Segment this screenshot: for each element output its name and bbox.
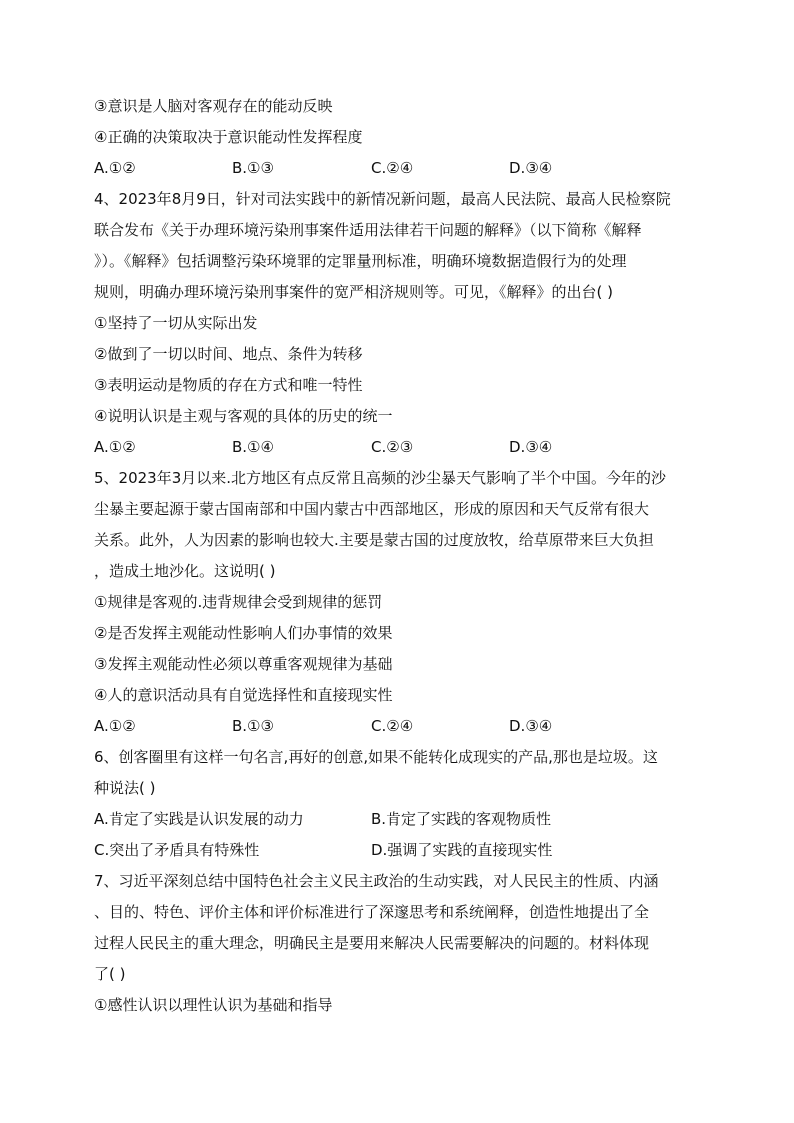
q3-option-c: C.②④ <box>371 159 414 177</box>
q6-option-b: B.肯定了实践的客观物质性 <box>371 810 552 828</box>
q4-statement-1: ①坚持了一切从实际出发 <box>94 314 258 332</box>
q4-statement-2: ②做到了一切以时间、地点、条件为转移 <box>94 345 363 363</box>
q5-statement-3: ③发挥主观能动性必须以尊重客观规律为基础 <box>94 655 393 673</box>
q5-statement-2: ②是否发挥主观能动性影响人们办事情的效果 <box>94 624 393 642</box>
q3-statement-4: ④正确的决策取决于意识能动性发挥程度 <box>94 128 363 146</box>
q3-statement-3: ③意识是人脑对客观存在的能动反映 <box>94 97 333 115</box>
q7-stem-line-4: 了( ) <box>94 965 126 983</box>
q3-option-b: B.①③ <box>232 159 274 177</box>
q4-option-b: B.①④ <box>232 438 274 456</box>
q4-stem-line-2: 联合发布《关于办理环境污染刑事案件适用法律若干问题的解释》（以下简称《解释 <box>94 221 642 239</box>
q6-stem-line-2: 种说法( ) <box>94 779 156 797</box>
q6-option-d: D.强调了实践的直接现实性 <box>371 841 553 859</box>
q5-option-d: D.③④ <box>509 717 553 735</box>
q4-stem-line-3: 》）。《解释》包括调整污染环境罪的定罪量刑标准，明确环境数据造假行为的处理 <box>94 252 627 270</box>
q5-option-c: C.②④ <box>371 717 414 735</box>
q4-statement-3: ③表明运动是物质的存在方式和唯一特性 <box>94 376 363 394</box>
q7-stem-line-2: 、目的、特色、评价主体和评价标准进行了深邃思考和系统阐释，创造性地提出了全 <box>94 903 650 921</box>
q5-statement-4: ④人的意识活动具有自觉选择性和直接现实性 <box>94 686 393 704</box>
q6-option-c: C.突出了矛盾具有特殊性 <box>94 841 260 859</box>
q4-option-c: C.②③ <box>371 438 414 456</box>
q4-statement-4: ④说明认识是主观与客观的具体的历史的统一 <box>94 407 393 425</box>
q7-stem-line-1: 7、习近平深刻总结中国特色社会主义民主政治的生动实践，对人民民主的性质、内涵 <box>94 872 659 890</box>
q5-stem-line-2: 尘暴主要起源于蒙古国南部和中国内蒙古中西部地区，形成的原因和天气反常有很大 <box>94 500 650 518</box>
q5-option-b: B.①③ <box>232 717 274 735</box>
q5-stem-line-1: 5、2023年3月以来.北方地区有点反常且高频的沙尘暴天气影响了半个中国。今年的沙 <box>94 469 667 487</box>
q3-option-a: A.①② <box>94 159 136 177</box>
q4-stem-line-4: 规则，明确办理环境污染刑事案件的宽严相济规则等。可见，《解释》的出台( ) <box>94 283 613 301</box>
q6-stem-line-1: 6、创客圈里有这样一句名言,再好的创意,如果不能转化成现实的产品,那也是垃圾。这 <box>94 748 658 766</box>
q4-stem-line-1: 4、2023年8月9日，针对司法实践中的新情况新问题，最高人民法院、最高人民检察院 <box>94 190 671 208</box>
q7-statement-1: ①感性认识以理性认识为基础和指导 <box>94 996 333 1014</box>
q5-option-a: A.①② <box>94 717 136 735</box>
q5-statement-1: ①规律是客观的.违背规律会受到规律的惩罚 <box>94 593 383 611</box>
q4-option-d: D.③④ <box>509 438 553 456</box>
q6-option-a: A.肯定了实践是认识发展的动力 <box>94 810 304 828</box>
q5-stem-line-3: 关系。此外，人为因素的影响也较大.主要是蒙古国的过度放牧，给草原带来巨大负担 <box>94 531 654 549</box>
q7-stem-line-3: 过程人民民主的重大理念，明确民主是要用来解决人民需要解决的问题的。材料体现 <box>94 934 650 952</box>
q3-option-d: D.③④ <box>509 159 553 177</box>
q5-stem-line-4: ，造成土地沙化。这说明( ) <box>94 562 276 580</box>
q4-option-a: A.①② <box>94 438 136 456</box>
